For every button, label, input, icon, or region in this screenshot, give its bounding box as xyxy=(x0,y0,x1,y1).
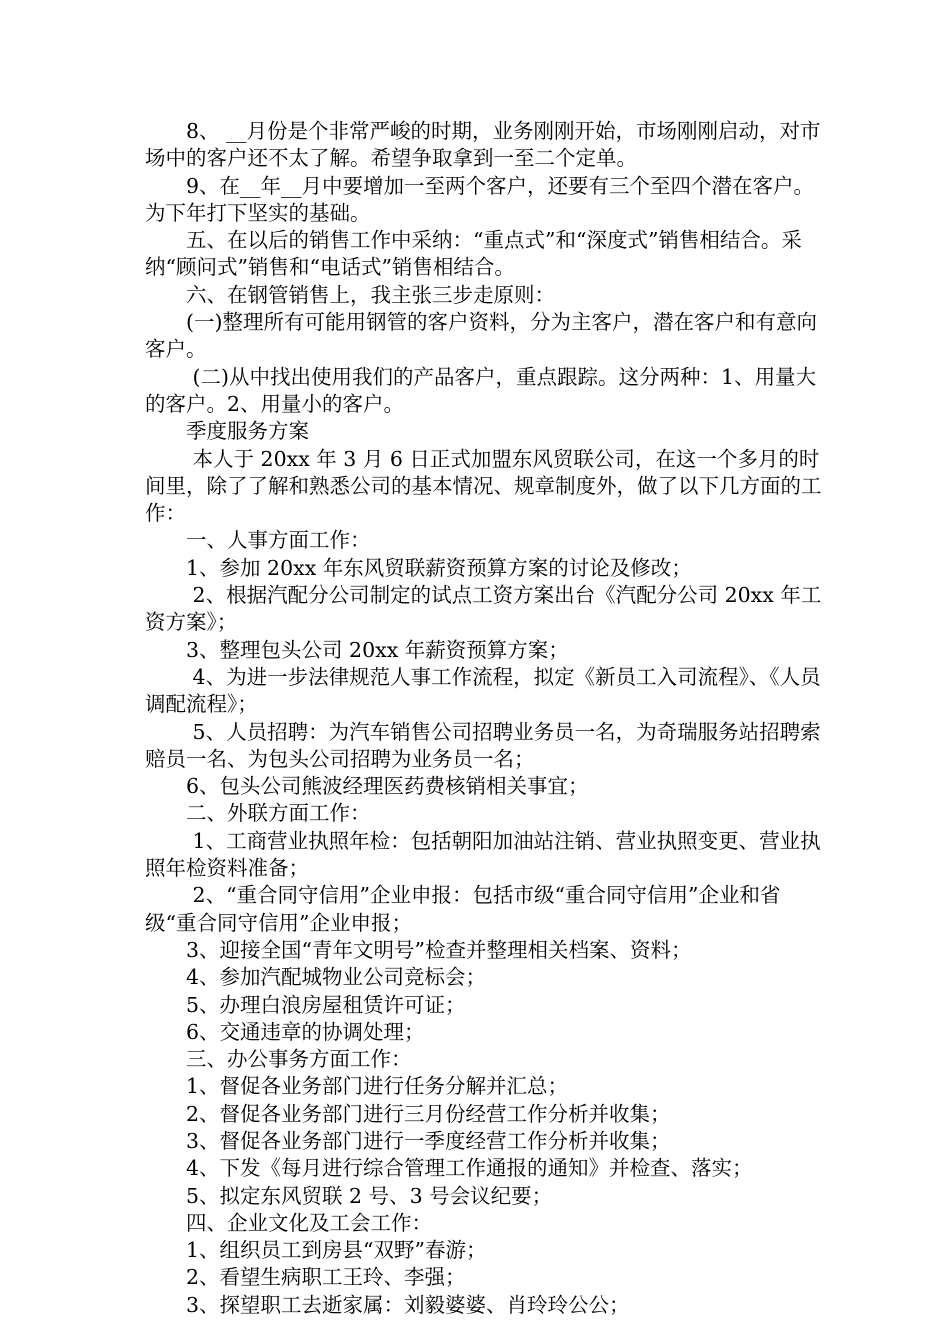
paragraph-24: 1、督促各业务部门进行任务分解并汇总； xyxy=(186,1074,569,1099)
section-title: 季度服务方案 xyxy=(186,419,309,444)
paragraph-14: 5、人员招聘：为汽车销售公司招聘业务员一名，为奇瑞服务站招聘索赔员一名、为包头公司招聘为业务员一名； xyxy=(145,719,821,771)
paragraph-17: 1、工商营业执照年检：包括朝阳加油站注销、营业执照变更、营业执照年检资料准备； xyxy=(145,828,821,881)
paragraph-26: 3、督促各业务部门进行一季度经营工作分析并收集； xyxy=(186,1128,671,1153)
heading-personnel: 一、人事方面工作： xyxy=(186,528,371,553)
paragraph-10: 1、参加 20xx 年东风贸联薪资预算方案的讨论及修改； xyxy=(186,555,692,580)
paragraph-11: 2、根据汽配分公司制定的试点工资方案出台《汽配分公司 20xx 年工资方案》； xyxy=(145,583,822,635)
paragraph-22: 6、交通违章的协调处理； xyxy=(186,1019,425,1044)
heading-external: 二、外联方面工作： xyxy=(186,801,371,826)
paragraph-21: 5、办理白浪房屋租赁许可证； xyxy=(186,992,466,1017)
paragraph-12: 3、整理包头公司 20xx 年薪资预算方案； xyxy=(186,637,569,662)
paragraph-25: 2、督促各业务部门进行三月份经营工作分析并收集； xyxy=(186,1101,671,1126)
paragraph-31: 2、看望生病职工王玲、李强； xyxy=(186,1265,466,1290)
paragraph-32: 3、探望职工去逝家属：刘毅婆婆、肖玲玲公公； xyxy=(186,1292,630,1317)
paragraph-5: (一)整理所有可能用钢管的客户资料，分为主客户，潜在客户和有意向客户。 xyxy=(145,310,817,362)
paragraph-6: (二)从中找出使用我们的产品客户，重点跟踪。这分两种：1、用量大的客户。2、用量小的客户。 xyxy=(145,364,817,416)
paragraph-13: 4、为进一步法律规范人事工作流程，拟定《新员工入司流程》、《人员调配流程》； xyxy=(145,664,821,717)
heading-office: 三、办公事务方面工作： xyxy=(186,1047,412,1072)
paragraph-3: 五、在以后的销售工作中采纳：“重点式”和“深度式”销售相结合。采纳“顾问式”销售和“电话式”销售相结合。 xyxy=(145,228,802,280)
heading-culture: 四、企业文化及工会工作： xyxy=(186,1210,432,1235)
paragraph-15: 6、包头公司熊波经理医药费核销相关事宜； xyxy=(186,774,589,799)
paragraph-28: 5、拟定东风贸联 2 号、3 号会议纪要； xyxy=(186,1183,553,1208)
paragraph-2: 9、在__年__月中要增加一至两个客户，还要有三个至四个潜在客户。为下年打下坚实的基础。 xyxy=(145,173,815,225)
paragraph-4: 六、在钢管销售上，我主张三步走原则： xyxy=(186,282,555,307)
paragraph-19: 3、迎接全国“青年文明号”检查并整理相关档案、资料； xyxy=(186,937,692,962)
paragraph-1: 8、 __月份是个非常严峻的时期，业务刚刚开始，市场刚刚启动，对市场中的客户还不太了解。希望争取拿到一至二个定单。 xyxy=(145,119,821,171)
paragraph-20: 4、参加汽配城物业公司竞标会； xyxy=(186,965,487,990)
paragraph-8: 本人于 20xx 年 3 月 6 日正式加盟东风贸联公司，在这一个多月的时间里，除了了解和熟悉公司的基本情况、规章制度外，做了以下几方面的工作： xyxy=(145,446,822,526)
paragraph-30: 1、组织员工到房县“双野”春游； xyxy=(186,1238,487,1263)
paragraph-18: 2、“重合同守信用”企业申报：包括市级“重合同守信用”企业和省级“重合同守信用”企业申报； xyxy=(145,883,781,935)
paragraph-27: 4、下发《每月进行综合管理工作通报的通知》并检查、落实； xyxy=(186,1156,753,1181)
document-body xyxy=(145,118,825,1319)
